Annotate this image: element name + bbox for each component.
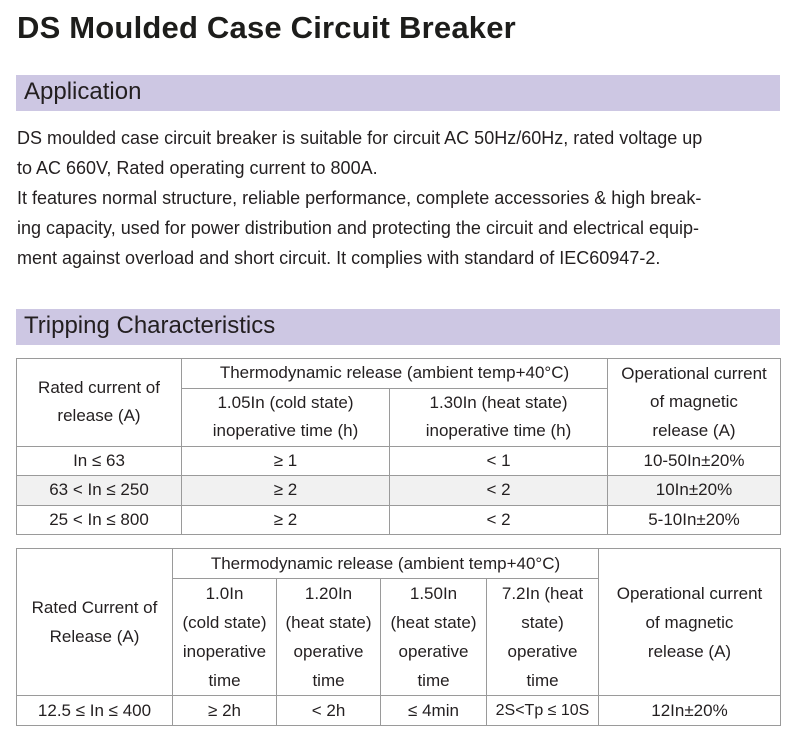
application-heading: Application: [24, 78, 142, 105]
table-cell: 12.5 ≤ In ≤ 400: [17, 696, 173, 726]
table-cell: 10In±20%: [608, 476, 781, 506]
tripping-table-1: [16, 358, 781, 535]
header-rated-current: Rated current of release (A): [17, 359, 182, 447]
tripping-heading: Tripping Characteristics: [24, 312, 276, 339]
table-cell: ≤ 4min: [381, 696, 487, 726]
header-magnetic: Operational current of magnetic release (A): [599, 549, 781, 696]
table-cell: 25 < In ≤ 800: [17, 505, 182, 535]
application-line: ing capacity, used for power distribution and protecting the circuit and electrical equip-: [17, 218, 700, 238]
table-cell: ≥ 2h: [173, 696, 277, 726]
tripping-header-band: [16, 309, 780, 345]
application-line: to AC 660V, Rated operating current to 800A.: [17, 158, 378, 178]
header-rated-current: Rated Current of Release (A): [17, 549, 173, 696]
header-heat-state: 1.30In (heat state) inoperative time (h): [390, 388, 608, 446]
application-line: DS moulded case circuit breaker is suitable for circuit AC 50Hz/60Hz, rated voltage up: [17, 128, 703, 148]
header-1-50in-heat: 1.50In (heat state) operative time: [381, 579, 487, 696]
table-row: [17, 476, 781, 506]
table-cell: In ≤ 63: [17, 446, 182, 476]
tripping-table-2: [16, 548, 781, 726]
application-paragraph: [17, 123, 787, 273]
header-1-20in-heat: 1.20In (heat state) operative time: [277, 579, 381, 696]
application-header-band: [16, 75, 780, 111]
table-row: [17, 696, 781, 726]
header-1-0in-cold: 1.0In (cold state) inoperative time: [173, 579, 277, 696]
table-cell: ≥ 2: [182, 476, 390, 506]
table-row: [17, 505, 781, 535]
table-cell: < 2h: [277, 696, 381, 726]
page-title: DS Moulded Case Circuit Breaker: [17, 10, 516, 45]
table-cell: 12In±20%: [599, 696, 781, 726]
header-thermodynamic: Thermodynamic release (ambient temp+40°C): [173, 549, 599, 579]
header-7-2in-heat: 7.2In (heat state) operative time: [487, 579, 599, 696]
header-magnetic: Operational current of magnetic release (A): [608, 359, 781, 447]
table-cell: ≥ 1: [182, 446, 390, 476]
table-cell: 2S<Tp ≤ 10S: [487, 696, 599, 726]
table-cell: < 2: [390, 505, 608, 535]
header-thermodynamic: Thermodynamic release (ambient temp+40°C): [182, 359, 608, 389]
table-cell: 10-50In±20%: [608, 446, 781, 476]
header-cold-state: 1.05In (cold state) inoperative time (h): [182, 388, 390, 446]
table-cell: ≥ 2: [182, 505, 390, 535]
table-row: [17, 446, 781, 476]
application-line: ment against overload and short circuit. It complies with standard of IEC60947-2.: [17, 248, 661, 268]
table-cell: < 1: [390, 446, 608, 476]
application-line: It features normal structure, reliable performance, complete accessories & high break-: [17, 188, 702, 208]
table-cell: 5-10In±20%: [608, 505, 781, 535]
table-cell: < 2: [390, 476, 608, 506]
table-cell: 63 < In ≤ 250: [17, 476, 182, 506]
